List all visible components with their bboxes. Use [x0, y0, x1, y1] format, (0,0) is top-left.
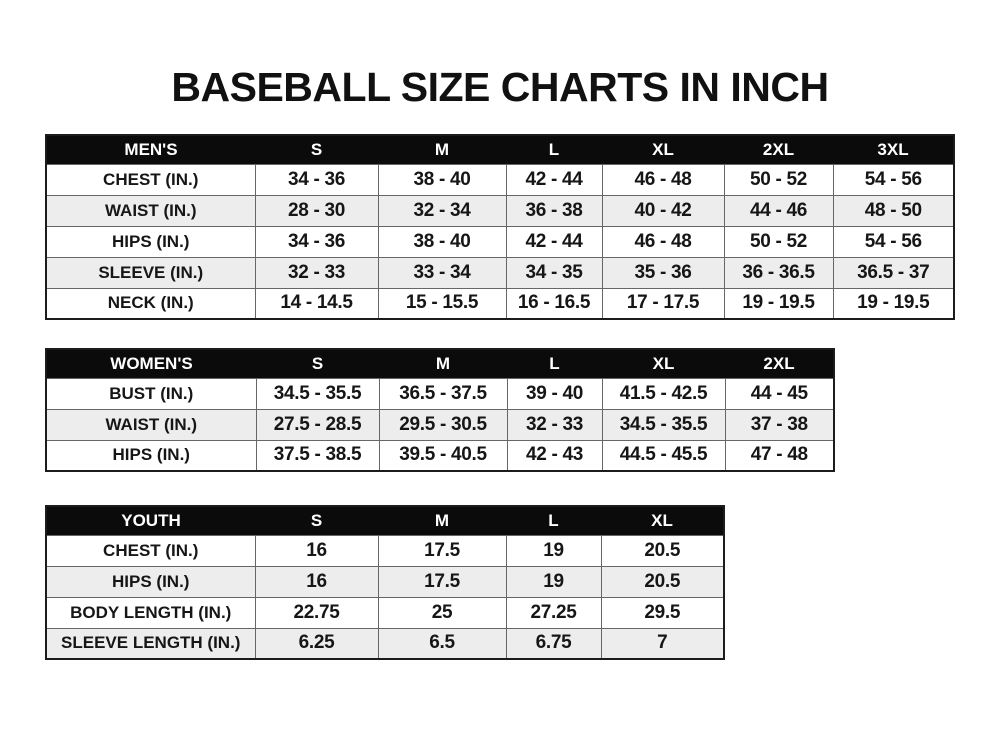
- womens-size-column-header: XL: [602, 349, 725, 378]
- womens-size-column-header: S: [256, 349, 379, 378]
- youth-size-column-header: M: [378, 506, 506, 535]
- size-value: 46 - 48: [602, 226, 724, 257]
- row-label: SLEEVE LENGTH (IN.): [46, 628, 255, 659]
- size-value: 32 - 33: [255, 257, 378, 288]
- size-value: 34.5 - 35.5: [256, 378, 379, 409]
- size-value: 16: [255, 566, 378, 597]
- size-value: 39 - 40: [507, 378, 602, 409]
- size-value: 46 - 48: [602, 164, 724, 195]
- size-value: 42 - 44: [506, 226, 602, 257]
- size-value: 19: [506, 535, 601, 566]
- size-value: 34.5 - 35.5: [602, 409, 725, 440]
- size-value: 47 - 48: [725, 440, 834, 471]
- size-value: 16: [255, 535, 378, 566]
- womens-size-column-header: 2XL: [725, 349, 834, 378]
- size-value: 34 - 35: [506, 257, 602, 288]
- youth-table-row: [46, 535, 724, 566]
- size-value: 39.5 - 40.5: [379, 440, 507, 471]
- size-value: 44.5 - 45.5: [602, 440, 725, 471]
- size-value: 36 - 38: [506, 195, 602, 226]
- size-value: 40 - 42: [602, 195, 724, 226]
- size-value: 38 - 40: [378, 164, 506, 195]
- size-value: 22.75: [255, 597, 378, 628]
- size-value: 7: [601, 628, 724, 659]
- size-value: 27.5 - 28.5: [256, 409, 379, 440]
- mens-size-column-header: L: [506, 135, 602, 164]
- womens-table-row: [46, 409, 834, 440]
- page-title: BASEBALL SIZE CHARTS IN INCH: [171, 64, 829, 110]
- size-value: 17.5: [378, 535, 506, 566]
- size-value: 14 - 14.5: [255, 288, 378, 319]
- womens-table-row: [46, 378, 834, 409]
- size-value: 17 - 17.5: [602, 288, 724, 319]
- womens-size-table: [45, 348, 835, 472]
- size-value: 36.5 - 37: [833, 257, 954, 288]
- womens-header-row: [46, 349, 834, 378]
- womens-group-label: WOMEN'S: [46, 349, 256, 378]
- mens-table-row: [46, 195, 954, 226]
- size-value: 20.5: [601, 535, 724, 566]
- row-label: SLEEVE (IN.): [46, 257, 255, 288]
- size-value: 36.5 - 37.5: [379, 378, 507, 409]
- size-value: 50 - 52: [724, 226, 833, 257]
- size-value: 19 - 19.5: [724, 288, 833, 319]
- womens-size-column-header: L: [507, 349, 602, 378]
- youth-size-column-header: L: [506, 506, 601, 535]
- size-value: 6.5: [378, 628, 506, 659]
- row-label: CHEST (IN.): [46, 535, 255, 566]
- mens-size-column-header: XL: [602, 135, 724, 164]
- size-value: 6.75: [506, 628, 601, 659]
- size-value: 15 - 15.5: [378, 288, 506, 319]
- mens-header-row: [46, 135, 954, 164]
- youth-table-row: [46, 597, 724, 628]
- size-value: 16 - 16.5: [506, 288, 602, 319]
- size-value: 19 - 19.5: [833, 288, 954, 319]
- size-value: 6.25: [255, 628, 378, 659]
- size-value: 54 - 56: [833, 164, 954, 195]
- size-value: 29.5 - 30.5: [379, 409, 507, 440]
- youth-size-column-header: XL: [601, 506, 724, 535]
- size-value: 20.5: [601, 566, 724, 597]
- size-value: 34 - 36: [255, 164, 378, 195]
- row-label: BODY LENGTH (IN.): [46, 597, 255, 628]
- youth-group-label: YOUTH: [46, 506, 255, 535]
- size-value: 25: [378, 597, 506, 628]
- youth-size-table: [45, 505, 725, 660]
- row-label: WAIST (IN.): [46, 195, 255, 226]
- mens-size-column-header: M: [378, 135, 506, 164]
- size-value: 19: [506, 566, 601, 597]
- size-value: 17.5: [378, 566, 506, 597]
- mens-size-column-header: 3XL: [833, 135, 954, 164]
- mens-size-table: [45, 134, 955, 320]
- size-value: 50 - 52: [724, 164, 833, 195]
- size-value: 41.5 - 42.5: [602, 378, 725, 409]
- youth-size-column-header: S: [255, 506, 378, 535]
- womens-size-column-header: M: [379, 349, 507, 378]
- size-value: 44 - 46: [724, 195, 833, 226]
- size-value: 54 - 56: [833, 226, 954, 257]
- row-label: HIPS (IN.): [46, 440, 256, 471]
- row-label: HIPS (IN.): [46, 566, 255, 597]
- size-value: 29.5: [601, 597, 724, 628]
- row-label: BUST (IN.): [46, 378, 256, 409]
- size-value: 32 - 33: [507, 409, 602, 440]
- mens-table-row: [46, 288, 954, 319]
- mens-size-column-header: S: [255, 135, 378, 164]
- mens-table-row: [46, 164, 954, 195]
- womens-table-row: [46, 440, 834, 471]
- size-value: 33 - 34: [378, 257, 506, 288]
- size-value: 37 - 38: [725, 409, 834, 440]
- size-value: 28 - 30: [255, 195, 378, 226]
- youth-header-row: [46, 506, 724, 535]
- row-label: WAIST (IN.): [46, 409, 256, 440]
- size-value: 44 - 45: [725, 378, 834, 409]
- mens-table-row: [46, 226, 954, 257]
- size-value: 48 - 50: [833, 195, 954, 226]
- size-value: 38 - 40: [378, 226, 506, 257]
- size-value: 42 - 43: [507, 440, 602, 471]
- row-label: NECK (IN.): [46, 288, 255, 319]
- size-value: 34 - 36: [255, 226, 378, 257]
- size-value: 35 - 36: [602, 257, 724, 288]
- row-label: CHEST (IN.): [46, 164, 255, 195]
- size-value: 27.25: [506, 597, 601, 628]
- size-value: 36 - 36.5: [724, 257, 833, 288]
- youth-table-row: [46, 628, 724, 659]
- size-value: 42 - 44: [506, 164, 602, 195]
- size-value: 37.5 - 38.5: [256, 440, 379, 471]
- mens-size-column-header: 2XL: [724, 135, 833, 164]
- mens-table-row: [46, 257, 954, 288]
- youth-table-row: [46, 566, 724, 597]
- row-label: HIPS (IN.): [46, 226, 255, 257]
- size-value: 32 - 34: [378, 195, 506, 226]
- mens-group-label: MEN'S: [46, 135, 255, 164]
